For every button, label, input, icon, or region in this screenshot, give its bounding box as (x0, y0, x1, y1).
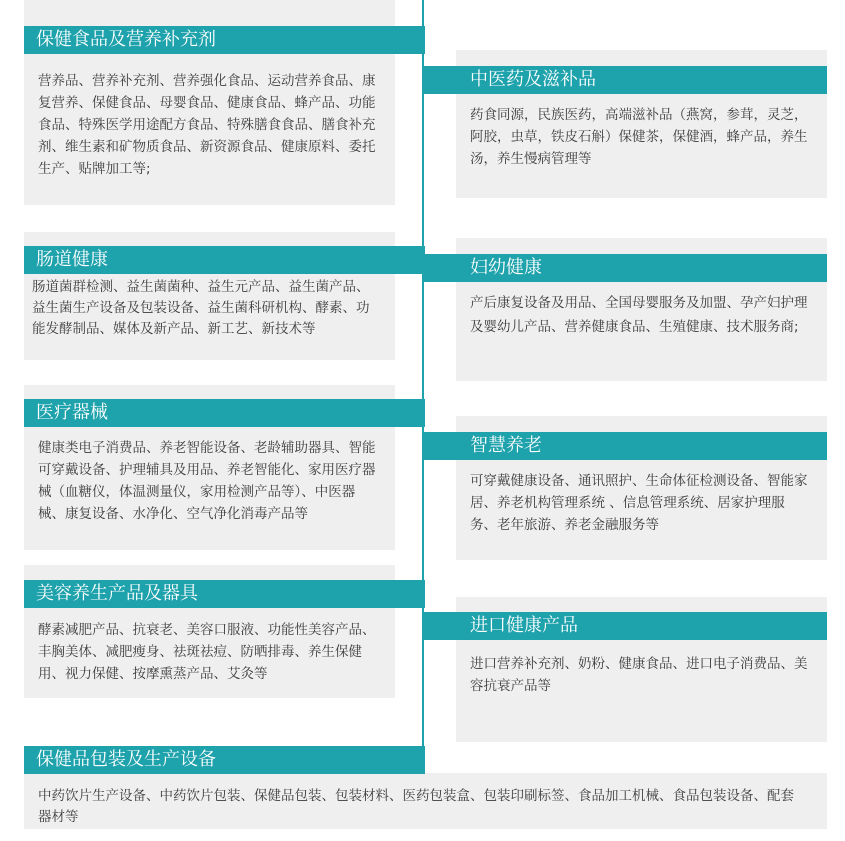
category-text-gut-health: 肠道菌群检测、益生菌菌种、益生元产品、益生菌产品、益生菌生产设备及包装设备、益生菌科研机构、酵素、功能发酵制品、媒体及新产品、新工艺、新技术等 (32, 279, 370, 337)
category-title-packaging: 保健品包装及生产设备 (24, 746, 425, 774)
category-text-maternal: 产后康复设备及用品、全国母婴服务及加盟、孕产妇护理及婴幼儿产品、营养健康食品、生殖健康、技术服务商; (470, 295, 808, 335)
category-text-imported: 进口营养补充剂、奶粉、健康食品、进口电子消费品、美容抗衰产品等 (470, 656, 808, 694)
timeline-divider (422, 0, 424, 775)
category-title-beauty: 美容养生产品及器具 (24, 580, 425, 608)
category-title-health-food: 保健食品及营养补充剂 (24, 26, 425, 54)
category-title-medical-devices: 医疗器械 (24, 399, 425, 427)
category-title-imported: 进口健康产品 (424, 612, 827, 640)
category-text-smart-elderly: 可穿戴健康设备、通讯照护、生命体征检测设备、智能家居、养老机构管理系统 、信息管理系统、居家护理服务、老年旅游、养老金融服务等 (470, 473, 808, 533)
category-text-medical-devices: 健康类电子消费品、养老智能设备、老龄辅助器具、智能可穿戴设备、护理辅具及用品、养老智能化、家用医疗器械（血糖仪，体温测量仪，家用检测产品等）、中医器械、康复设备、水净化、空气净化消毒产品等 (38, 440, 376, 522)
category-text-packaging: 中药饮片生产设备、中药饮片包装、保健品包装、包装材料、医药包装盒、包装印刷标签、食品加工机械、食品包装设备、配套器材等 (38, 788, 794, 825)
category-text-tcm: 药食同源，民族医药，高端滋补品（燕窝，参茸，灵芝，阿胶，虫草，铁皮石斛）保健茶，保健酒，蜂产品，养生汤，养生慢病管理等 (470, 107, 808, 167)
category-title-gut-health: 肠道健康 (24, 246, 425, 274)
category-title-maternal: 妇幼健康 (424, 254, 827, 282)
category-text-beauty: 酵素减肥产品、抗衰老、美容口服液、功能性美容产品、丰胸美体、减肥瘦身、祛斑祛痘、防晒排毒、养生保健用、视力保健、按摩熏蒸产品、艾灸等 (38, 622, 376, 682)
category-text-health-food: 营养品、营养补充剂、营养强化食品、运动营养食品、康复营养、保健食品、母婴食品、健康食品、蜂产品、功能食品、特殊医学用途配方食品、特殊膳食食品、膳食补充剂、维生素和矿物质食品、新资源食品、健康原料、委托生产、贴牌加工等; (38, 73, 376, 177)
category-title-smart-elderly: 智慧养老 (424, 432, 827, 460)
category-title-tcm: 中医药及滋补品 (424, 66, 827, 94)
